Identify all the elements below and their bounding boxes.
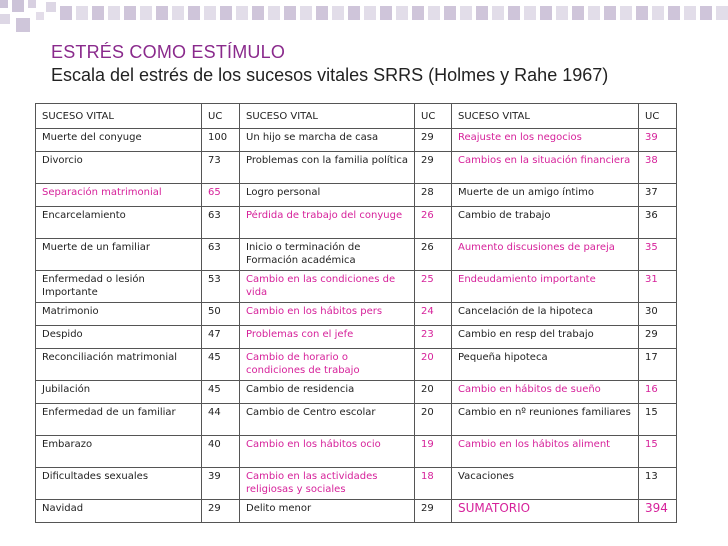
table-row <box>36 381 677 404</box>
decorative-square <box>684 6 696 20</box>
cell-uc-1: 63 <box>202 239 240 271</box>
cell-suceso-vital-2: Cambio en las condiciones de vida <box>240 271 415 303</box>
decorative-square <box>572 6 584 20</box>
cell-uc-1: 40 <box>202 436 240 468</box>
decorative-square <box>380 6 392 20</box>
decorative-square <box>460 6 472 20</box>
cell-uc-2: 19 <box>415 436 452 468</box>
header-uc-3: UC <box>639 104 677 129</box>
cell-suceso-vital-1: Navidad <box>36 500 202 523</box>
cell-uc-1: 53 <box>202 271 240 303</box>
decorative-square <box>332 6 344 20</box>
cell-suceso-vital-2: Cambio de Centro escolar <box>240 404 415 436</box>
title-block <box>51 41 608 86</box>
decorative-square <box>12 0 24 12</box>
decorative-square <box>156 6 168 20</box>
cell-suceso-vital-2: Cambio en los hábitos pers <box>240 303 415 326</box>
decorative-square <box>444 6 456 20</box>
cell-suceso-vital-2: Logro personal <box>240 184 415 207</box>
cell-suceso-vital-3: Cambio de trabajo <box>452 207 639 239</box>
cell-suceso-vital-1: Enfermedad o lesión Importante <box>36 271 202 303</box>
cell-uc-1: 47 <box>202 326 240 349</box>
cell-uc-3: 394 <box>639 500 677 523</box>
cell-suceso-vital-1: Separación matrimonial <box>36 184 202 207</box>
decorative-square <box>556 6 568 20</box>
decorative-square <box>0 14 10 24</box>
cell-uc-2: 23 <box>415 326 452 349</box>
cell-uc-3: 30 <box>639 303 677 326</box>
decorative-square <box>668 6 680 20</box>
table-row <box>36 468 677 500</box>
decorative-square <box>46 2 56 12</box>
decorative-square <box>364 6 376 20</box>
cell-uc-1: 29 <box>202 500 240 523</box>
cell-suceso-vital-3: Cambio en nº reuniones familiares <box>452 404 639 436</box>
cell-uc-2: 29 <box>415 152 452 184</box>
decorative-square <box>188 6 200 20</box>
decorative-square <box>396 6 408 20</box>
decorative-square <box>172 6 184 20</box>
decorative-squares <box>0 0 728 40</box>
cell-suceso-vital-2: Delito menor <box>240 500 415 523</box>
table-row <box>36 326 677 349</box>
decorative-square <box>300 6 312 20</box>
decorative-square <box>92 6 104 20</box>
cell-uc-1: 45 <box>202 381 240 404</box>
cell-uc-3: 36 <box>639 207 677 239</box>
cell-suceso-vital-1: Reconciliación matrimonial <box>36 349 202 381</box>
cell-uc-2: 20 <box>415 349 452 381</box>
header-suceso-vital-3: SUCESO VITAL <box>452 104 639 129</box>
decorative-square <box>636 6 648 20</box>
header-suceso-vital-1: SUCESO VITAL <box>36 104 202 129</box>
decorative-square <box>428 6 440 20</box>
table-body <box>36 129 677 523</box>
decorative-square <box>412 6 424 20</box>
cell-uc-2: 20 <box>415 404 452 436</box>
cell-suceso-vital-3: Muerte de un amigo íntimo <box>452 184 639 207</box>
cell-uc-2: 25 <box>415 271 452 303</box>
cell-uc-2: 26 <box>415 207 452 239</box>
slide-subtitle: Escala del estrés de los sucesos vitales SRRS (Holmes y Rahe 1967) <box>51 65 609 85</box>
header-uc-1: UC <box>202 104 240 129</box>
cell-suceso-vital-3: Vacaciones <box>452 468 639 500</box>
cell-uc-1: 50 <box>202 303 240 326</box>
cell-suceso-vital-2: Cambio de horario o condiciones de trabajo <box>240 349 415 381</box>
cell-uc-2: 18 <box>415 468 452 500</box>
decorative-square <box>76 6 88 20</box>
cell-suceso-vital-3: Reajuste en los negocios <box>452 129 639 152</box>
cell-suceso-vital-2: Cambio en los hábitos ocio <box>240 436 415 468</box>
cell-uc-1: 100 <box>202 129 240 152</box>
cell-uc-1: 65 <box>202 184 240 207</box>
table-row <box>36 436 677 468</box>
cell-suceso-vital-1: Divorcio <box>36 152 202 184</box>
decorative-square <box>16 18 30 32</box>
decorative-square <box>540 6 552 20</box>
cell-suceso-vital-2: Cambio de residencia <box>240 381 415 404</box>
cell-suceso-vital-3: Pequeña hipoteca <box>452 349 639 381</box>
cell-uc-1: 39 <box>202 468 240 500</box>
cell-suceso-vital-1: Jubilación <box>36 381 202 404</box>
cell-uc-3: 35 <box>639 239 677 271</box>
cell-suceso-vital-3: Cambio en resp del trabajo <box>452 326 639 349</box>
table-row <box>36 271 677 303</box>
decorative-square <box>0 0 8 8</box>
cell-uc-2: 29 <box>415 129 452 152</box>
cell-suceso-vital-2: Inicio o terminación de Formación académica <box>240 239 415 271</box>
decorative-square <box>36 12 44 20</box>
cell-uc-2: 26 <box>415 239 452 271</box>
cell-uc-3: 31 <box>639 271 677 303</box>
cell-suceso-vital-1: Muerte del conyuge <box>36 129 202 152</box>
cell-suceso-vital-3: Endeudamiento importante <box>452 271 639 303</box>
table-row <box>36 349 677 381</box>
decorative-square <box>604 6 616 20</box>
slide-title: ESTRÉS COMO ESTÍMULO <box>51 42 286 62</box>
header-uc-2: UC <box>415 104 452 129</box>
table-header-row <box>36 104 677 129</box>
cell-suceso-vital-3: Aumento discusiones de pareja <box>452 239 639 271</box>
decorative-square <box>348 6 360 20</box>
decorative-square <box>316 6 328 20</box>
cell-suceso-vital-1: Muerte de un familiar <box>36 239 202 271</box>
cell-suceso-vital-2: Problemas con el jefe <box>240 326 415 349</box>
table-row <box>36 184 677 207</box>
cell-uc-1: 45 <box>202 349 240 381</box>
table-row <box>36 404 677 436</box>
decorative-square <box>508 6 520 20</box>
table-row <box>36 500 677 523</box>
cell-suceso-vital-1: Dificultades sexuales <box>36 468 202 500</box>
decorative-square <box>220 6 232 20</box>
cell-uc-3: 15 <box>639 404 677 436</box>
cell-uc-1: 44 <box>202 404 240 436</box>
cell-uc-2: 28 <box>415 184 452 207</box>
decorative-square <box>236 6 248 20</box>
cell-uc-1: 73 <box>202 152 240 184</box>
decorative-square <box>716 6 728 20</box>
cell-suceso-vital-1: Matrimonio <box>36 303 202 326</box>
decorative-square <box>700 6 712 20</box>
cell-suceso-vital-1: Enfermedad de un familiar <box>36 404 202 436</box>
header-suceso-vital-2: SUCESO VITAL <box>240 104 415 129</box>
decorative-square <box>60 6 72 20</box>
decorative-square <box>204 6 216 20</box>
cell-uc-1: 63 <box>202 207 240 239</box>
cell-suceso-vital-3: Cambios en la situación financiera <box>452 152 639 184</box>
decorative-square <box>652 6 664 20</box>
cell-uc-3: 15 <box>639 436 677 468</box>
decorative-square <box>268 6 280 20</box>
cell-uc-3: 16 <box>639 381 677 404</box>
decorative-square <box>476 6 488 20</box>
decorative-square <box>140 6 152 20</box>
srrs-table <box>35 103 677 523</box>
decorative-square <box>252 6 264 20</box>
table-row <box>36 239 677 271</box>
decorative-square <box>588 6 600 20</box>
cell-suceso-vital-3: Cancelación de la hipoteca <box>452 303 639 326</box>
cell-uc-3: 13 <box>639 468 677 500</box>
cell-suceso-vital-2: Un hijo se marcha de casa <box>240 129 415 152</box>
cell-uc-2: 29 <box>415 500 452 523</box>
decorative-square <box>492 6 504 20</box>
cell-uc-3: 37 <box>639 184 677 207</box>
cell-uc-3: 39 <box>639 129 677 152</box>
table-row <box>36 207 677 239</box>
cell-suceso-vital-1: Despido <box>36 326 202 349</box>
cell-uc-2: 24 <box>415 303 452 326</box>
cell-suceso-vital-2: Pérdida de trabajo del conyuge <box>240 207 415 239</box>
table-row <box>36 152 677 184</box>
cell-suceso-vital-1: Encarcelamiento <box>36 207 202 239</box>
cell-uc-2: 20 <box>415 381 452 404</box>
cell-suceso-vital-3: Cambio en hábitos de sueño <box>452 381 639 404</box>
decorative-square <box>620 6 632 20</box>
decorative-square <box>524 6 536 20</box>
cell-uc-3: 29 <box>639 326 677 349</box>
cell-suceso-vital-2: Problemas con la familia política <box>240 152 415 184</box>
decorative-square <box>108 6 120 20</box>
decorative-square <box>28 0 36 8</box>
cell-suceso-vital-3: SUMATORIO <box>452 500 639 523</box>
cell-uc-3: 38 <box>639 152 677 184</box>
cell-suceso-vital-2: Cambio en las actividades religiosas y sociales <box>240 468 415 500</box>
cell-suceso-vital-3: Cambio en los hábitos aliment <box>452 436 639 468</box>
table-row <box>36 129 677 152</box>
decorative-square <box>124 6 136 20</box>
cell-uc-3: 17 <box>639 349 677 381</box>
table-row <box>36 303 677 326</box>
cell-suceso-vital-1: Embarazo <box>36 436 202 468</box>
decorative-square <box>284 6 296 20</box>
